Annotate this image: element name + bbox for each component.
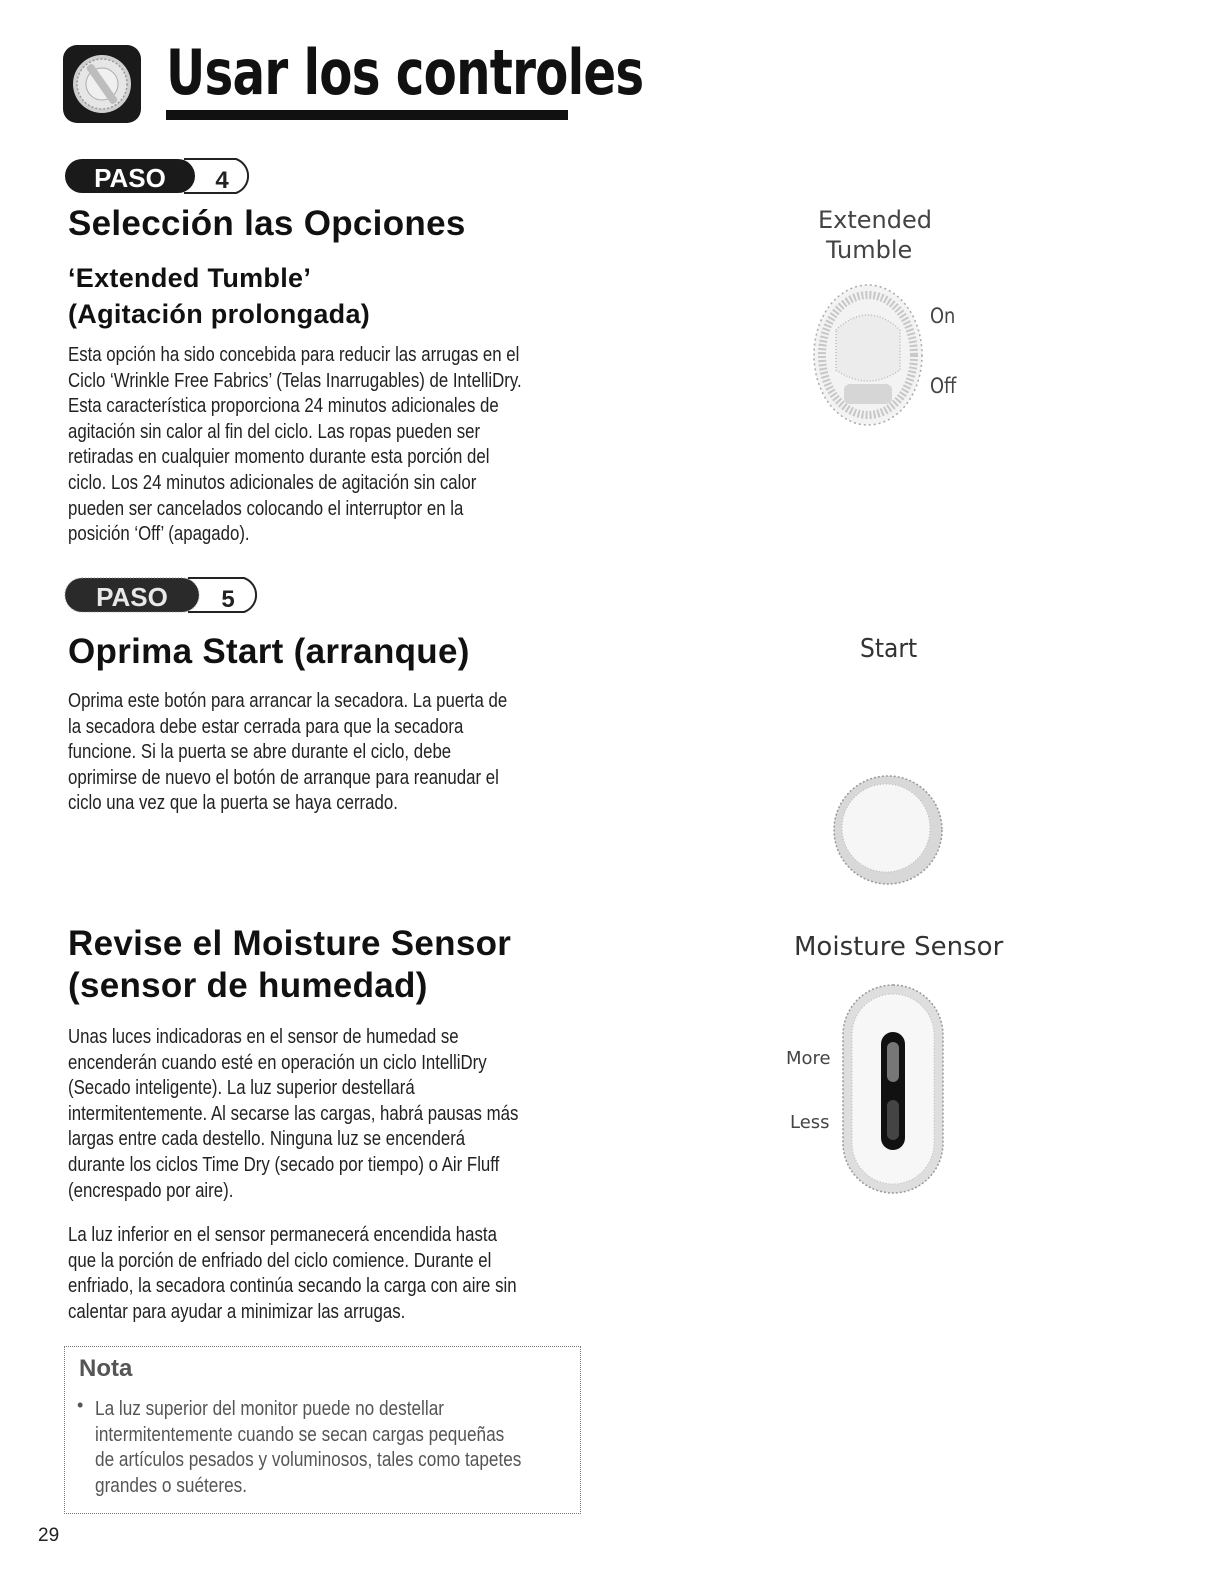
- moisture-more-label: More: [786, 1048, 831, 1069]
- text-line: intermitentemente. Al secarse las cargas, habrá pausas más: [68, 1101, 519, 1125]
- extended-tumble-toggle[interactable]: [808, 280, 928, 435]
- start-label: Start: [860, 634, 918, 664]
- text-line: (Secado inteligente). La luz superior destellará: [68, 1076, 415, 1100]
- nota-text: [95, 1397, 521, 1499]
- start-button[interactable]: [830, 772, 946, 893]
- step-4-body: [68, 342, 522, 547]
- text-line: intermitentemente cuando se secan cargas pequeñas: [95, 1423, 505, 1446]
- text-line: que la porción de enfriado del ciclo comience. Durante el: [68, 1248, 492, 1272]
- text-line: largas entre cada destello. Ninguna luz se encenderá: [68, 1127, 466, 1151]
- text-line: (encrespado por aire).: [68, 1178, 234, 1202]
- page-number: 29: [38, 1525, 60, 1546]
- step-4-badge-number: 4: [215, 167, 229, 194]
- text-line: funcione. Si la puerta se abre durante el ciclo, debe: [68, 740, 452, 764]
- moisture-sensor-indicator: [840, 982, 946, 1201]
- step-4-subtitle-1: ‘Extended Tumble’: [68, 263, 312, 293]
- text-line: Unas luces indicadoras en el sensor de humedad se: [68, 1025, 459, 1048]
- text-line: pueden ser cancelados colocando el interruptor en la: [68, 496, 464, 520]
- extended-tumble-label-2: Tumble: [826, 236, 913, 264]
- text-line: calentar para ayudar a minimizar las arrugas.: [68, 1299, 406, 1323]
- page-title: Usar los controles: [166, 36, 644, 109]
- text-line: Esta opción ha sido concebida para reducir las arrugas en el: [68, 343, 520, 366]
- step-5-badge: [64, 574, 274, 616]
- step-4-subtitle-2: (Agitación prolongada): [68, 299, 371, 329]
- text-line: La luz superior del monitor puede no destellar: [95, 1398, 444, 1420]
- moisture-less-label: Less: [790, 1112, 830, 1133]
- moisture-title-2: (sensor de humedad): [68, 966, 428, 1005]
- text-line: de artículos pesados y voluminosos, tales como tapetes: [95, 1449, 522, 1472]
- moisture-sensor-label: Moisture Sensor: [794, 932, 1004, 962]
- step-5-title: Oprima Start (arranque): [68, 632, 470, 671]
- text-line: La luz inferior en el sensor permanecerá encendida hasta: [68, 1223, 497, 1246]
- text-line: Esta característica proporciona 24 minutos adicionales de: [68, 394, 499, 418]
- nota-title: Nota: [79, 1355, 133, 1382]
- step-5-body: [68, 688, 507, 816]
- text-line: encenderán cuando esté en operación un ciclo IntelliDry: [68, 1050, 487, 1074]
- text-line: Oprima este botón para arrancar la secadora. La puerta de: [68, 689, 508, 712]
- text-line: durante los ciclos Time Dry (secado por tiempo) o Air Fluff: [68, 1152, 500, 1176]
- extended-tumble-on-label: On: [930, 304, 956, 328]
- nota-box: [64, 1346, 581, 1514]
- text-line: enfriado, la secadora continúa secando la carga con aire sin: [68, 1274, 517, 1298]
- moisture-body-2: [68, 1222, 517, 1324]
- step-4-badge-label: PASO: [94, 163, 166, 193]
- step-4-title: Selección las Opciones: [68, 204, 466, 243]
- extended-tumble-off-label: Off: [930, 374, 957, 398]
- moisture-title-1: Revise el Moisture Sensor: [68, 924, 512, 963]
- text-line: grandes o suéteres.: [95, 1474, 248, 1497]
- nota-bullet: •: [77, 1395, 84, 1415]
- text-line: retiradas en cualquier momento durante esta porción del: [68, 445, 490, 469]
- title-underline: [166, 110, 568, 120]
- step-5-badge-label: PASO: [96, 582, 168, 612]
- text-line: Ciclo ‘Wrinkle Free Fabrics’ (Telas Inarrugables) de IntelliDry.: [68, 368, 522, 392]
- text-line: agitación sin calor al fin del ciclo. Las ropas pueden ser: [68, 419, 481, 443]
- step-4-badge: [64, 155, 264, 197]
- text-line: ciclo. Los 24 minutos adicionales de agitación sin calor: [68, 470, 477, 494]
- text-line: ciclo una vez que la puerta se haya cerrado.: [68, 791, 398, 815]
- moisture-body-1: [68, 1024, 518, 1203]
- extended-tumble-label-1: Extended: [818, 206, 932, 234]
- text-line: oprimirse de nuevo el botón de arranque para reanudar el: [68, 765, 499, 789]
- dial-knob-icon: [62, 44, 142, 124]
- text-line: la secadora debe estar cerrada para que la secadora: [68, 714, 464, 738]
- step-5-badge-number: 5: [221, 586, 235, 613]
- text-line: posición ‘Off’ (apagado).: [68, 522, 250, 546]
